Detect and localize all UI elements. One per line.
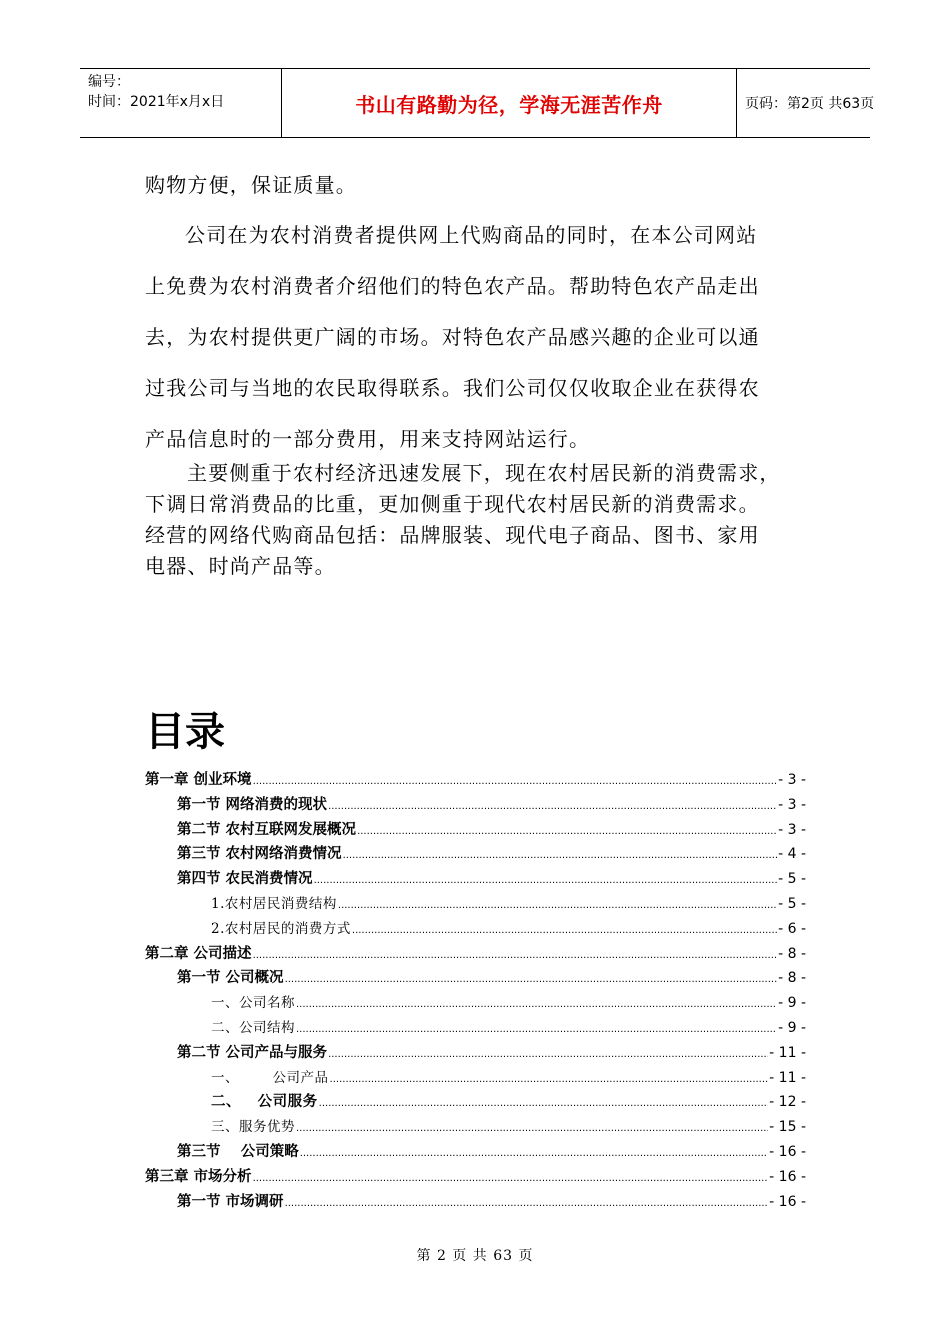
toc-leader <box>357 826 777 837</box>
toc-entry-page: - 16 - <box>769 1193 806 1210</box>
toc-entry-text: 1.农村居民消费结构 <box>211 895 337 912</box>
toc-entry[interactable] <box>145 1090 806 1115</box>
toc-leader <box>296 999 777 1010</box>
toc-entry-text: 第一节 市场调研 <box>177 1193 284 1210</box>
toc-entry[interactable] <box>145 768 806 793</box>
header-page-info: 页码：第2页 共63页 <box>745 96 875 112</box>
toc-entry[interactable] <box>145 1016 806 1041</box>
toc-entry-text: 第二节 公司产品与服务 <box>177 1044 328 1061</box>
toc-title: 目录 <box>145 709 225 755</box>
paragraph-line: 购物方便，保证质量。 <box>145 173 357 197</box>
toc-entry-text: 第一章 创业环境 <box>145 772 252 788</box>
toc-entry[interactable] <box>145 1190 806 1215</box>
paragraph-1 <box>145 160 815 211</box>
page-header <box>80 68 875 138</box>
toc-leader <box>285 1198 769 1209</box>
header-meta <box>80 69 282 137</box>
toc-entry-text: 2.农村居民的消费方式 <box>211 920 351 937</box>
toc-entry[interactable] <box>145 1140 806 1165</box>
paragraph-line: 去，为农村提供更广阔的市场。对特色农产品感兴趣的企业可以通 <box>145 325 760 349</box>
paragraph-line: 电器、时尚产品等。 <box>145 554 336 578</box>
toc-entry-page: - 5 - <box>778 895 806 912</box>
toc-entry[interactable] <box>145 917 806 942</box>
paragraph-line: 公司在为农村消费者提供网上代购商品的同时，在本公司网站 <box>185 223 758 247</box>
toc-entry[interactable] <box>145 793 806 818</box>
header-motto: 书山有路勤为径，学海无涯苦作舟 <box>355 92 663 117</box>
toc-leader <box>253 776 778 787</box>
toc-entry-text: 二、公司结构 <box>211 1019 295 1036</box>
toc-entry[interactable] <box>145 966 806 991</box>
header-motto-cell <box>282 69 737 137</box>
toc-entry-text: 第四节 农民消费情况 <box>177 871 313 888</box>
toc-entry[interactable] <box>145 1115 806 1140</box>
toc-leader <box>296 1024 777 1035</box>
toc-entry-page: - 11 - <box>769 1069 806 1086</box>
toc-entry[interactable] <box>145 1165 806 1190</box>
paragraph-line: 上免费为农村消费者介绍他们的特色农产品。帮助特色农产品走出 <box>145 274 760 298</box>
toc-leader <box>253 1173 769 1184</box>
toc-entry-page: - 3 - <box>778 796 806 813</box>
toc-leader <box>296 1123 768 1134</box>
toc-entry-page: - 11 - <box>769 1044 806 1061</box>
toc-entry-page: - 6 - <box>778 920 806 937</box>
toc-leader <box>328 1049 768 1060</box>
toc-entry-text: 二、 公司服务 <box>211 1093 318 1111</box>
paragraph-line: 主要侧重于农村经济迅速发展下，现在农村居民新的消费需求， <box>187 461 781 485</box>
paragraph-line: 过我公司与当地的农民取得联系。我们公司仅仅收取企业在获得农 <box>145 376 760 400</box>
toc-entry[interactable] <box>145 818 806 843</box>
toc-entry-page: - 4 - <box>778 846 806 863</box>
paragraph-2 <box>145 210 815 465</box>
paragraph-line: 产品信息时的一部分费用，用来支持网站运行。 <box>145 427 591 451</box>
toc-entry[interactable] <box>145 892 806 917</box>
toc-leader <box>328 801 777 812</box>
toc-entry-page: - 3 - <box>778 821 806 838</box>
toc-entry-text: 第三节 农村网络消费情况 <box>177 846 342 863</box>
toc-entry-page: - 5 - <box>778 871 806 888</box>
toc-entry[interactable] <box>145 1066 806 1091</box>
toc-entry-page: - 9 - <box>778 1019 806 1036</box>
toc-entry-page: - 16 - <box>769 1168 806 1185</box>
toc-entry-text: 第三节 公司策略 <box>177 1143 299 1160</box>
paragraph-line: 下调日常消费品的比重，更加侧重于现代农村居民新的消费需求。 <box>145 492 760 516</box>
header-time: 时间：2021年x月x日 <box>88 94 225 110</box>
header-number: 编号： <box>88 74 130 90</box>
toc-entry-text: 一、公司名称 <box>211 995 295 1012</box>
toc-leader <box>330 1074 769 1085</box>
table-of-contents <box>145 768 806 1214</box>
toc-entry[interactable] <box>145 1041 806 1066</box>
toc-entry-page: - 3 - <box>778 772 806 788</box>
paragraph-line: 经营的网络代购商品包括：品牌服装、现代电子商品、图书、家用 <box>145 523 760 547</box>
toc-entry-page: - 12 - <box>769 1094 806 1111</box>
toc-entry-text: 第三章 市场分析 <box>145 1168 252 1185</box>
toc-leader <box>343 850 778 861</box>
toc-entry-page: - 8 - <box>778 970 806 987</box>
toc-leader <box>314 875 778 886</box>
toc-entry[interactable] <box>145 842 806 867</box>
toc-entry-page: - 8 - <box>778 945 806 962</box>
toc-entry-page: - 9 - <box>778 995 806 1012</box>
toc-entry[interactable] <box>145 991 806 1016</box>
toc-entry[interactable] <box>145 942 806 967</box>
toc-entry[interactable] <box>145 867 806 892</box>
page-footer: 第 2 页 共 63 页 <box>416 1248 534 1264</box>
toc-entry-text: 第一节 网络消费的现状 <box>177 796 328 813</box>
toc-leader <box>253 950 778 961</box>
toc-leader <box>352 925 777 936</box>
paragraph-3 <box>145 458 815 582</box>
toc-entry-page: - 16 - <box>769 1143 806 1160</box>
toc-entry-text: 第二节 农村互联网发展概况 <box>177 821 357 838</box>
toc-entry-text: 三、服务优势 <box>211 1119 295 1136</box>
toc-leader <box>319 1098 769 1109</box>
toc-leader <box>285 974 778 985</box>
toc-leader <box>338 900 777 911</box>
toc-entry-text: 一、 公司产品 <box>211 1069 329 1086</box>
toc-entry-page: - 15 - <box>769 1119 806 1136</box>
toc-leader <box>300 1148 768 1159</box>
toc-entry-text: 第一节 公司概况 <box>177 970 284 987</box>
toc-entry-text: 第二章 公司描述 <box>145 945 252 962</box>
